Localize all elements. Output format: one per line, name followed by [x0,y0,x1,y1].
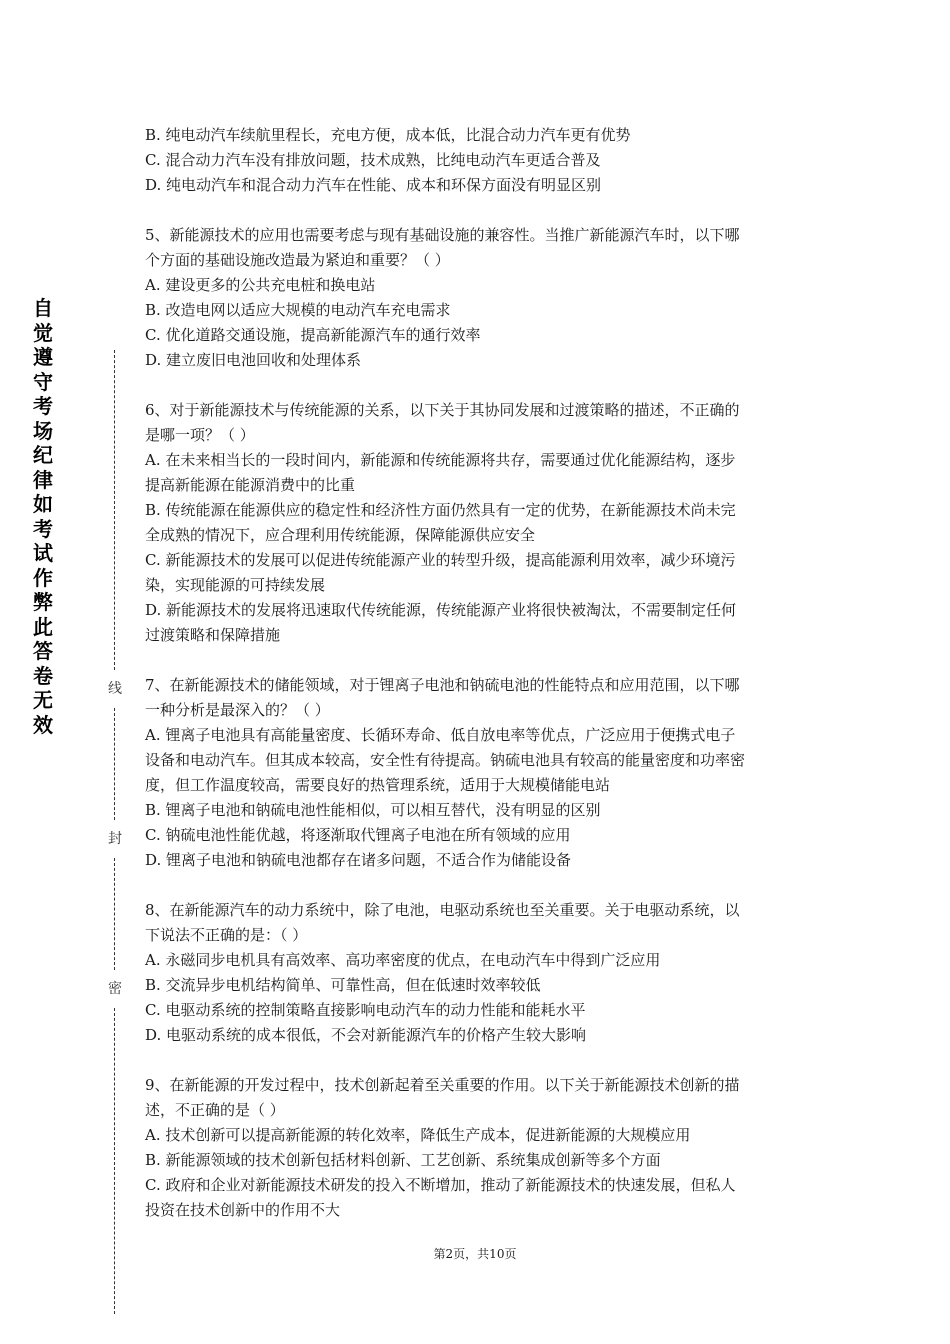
text-line: D. 锂离子电池和钠硫电池都存在诸多问题，不适合作为储能设备 [145,851,572,869]
text-line: 投资在技术创新中的作用不大 [145,1201,341,1219]
cut-label-mi: 密 [104,980,126,998]
text-line: 全成熟的情况下，应合理利用传统能源，保障能源供应安全 [145,526,536,544]
cut-line-segment [114,858,115,970]
text-line: B. 锂离子电池和钠硫电池性能相似，可以相互替代，没有明显的区别 [145,801,601,819]
text-line: 一种分析是最深入的？（ ） [145,701,330,719]
notice-char: 考 [33,394,53,418]
cut-line-segment [114,1008,115,1314]
blank-line [145,873,813,898]
notice-char: 考 [33,516,53,541]
text-line: B. 纯电动汽车续航里程长，充电方便，成本低，比混合动力汽车更有优势 [145,126,631,144]
text-line: C. 优化道路交通设施，提高新能源汽车的通行效率 [145,326,481,344]
cut-line-segment [114,708,115,820]
blank-line [145,198,813,223]
notice-char: 如 [33,492,53,516]
notice-char: 答 [33,639,53,663]
notice-char: 效 [33,712,53,737]
text-line: 6、对于新能源技术与传统能源的关系，以下关于其协同发展和过渡策略的描述，不正确的 [145,401,740,419]
text-line: D. 新能源技术的发展将迅速取代传统能源，传统能源产业将很快被淘汰，不需要制定任何 [145,601,737,619]
text-line: A. 锂离子电池具有高能量密度、长循环寿命、低自放电率等优点，广泛应用于便携式电子 [145,726,736,744]
notice-char: 自 [33,296,53,320]
notice-char: 律 [33,467,53,492]
notice-char: 守 [33,369,53,394]
text-line: D. 纯电动汽车和混合动力汽车在性能、成本和环保方面没有明显区别 [145,176,602,194]
text-line: 设备和电动汽车。但其成本较高，安全性有待提高。钠硫电池具有较高的能量密度和功率密 [145,751,746,769]
text-line: C. 新能源技术的发展可以促进传统能源产业的转型升级，提高能源利用效率，减少环境污 [145,551,736,569]
text-line: 染，实现能源的可持续发展 [145,576,326,594]
text-line: D. 建立废旧电池回收和处理体系 [145,351,362,369]
cut-line-segment [114,350,115,670]
notice-char: 弊 [33,590,53,614]
text-line: C. 政府和企业对新能源技术研发的投入不断增加，推动了新能源技术的快速发展，但私人 [145,1176,736,1194]
text-line: 下说法不正确的是：（ ） [145,926,308,944]
notice-char: 作 [33,565,53,590]
notice-char: 此 [33,614,53,639]
text-line: C. 混合动力汽车没有排放问题，技术成熟，比纯电动汽车更适合普及 [145,151,601,169]
text-line: C. 钠硫电池性能优越，将逐渐取代锂离子电池在所有领域的应用 [145,826,571,844]
notice-char: 觉 [33,320,53,345]
text-line: A. 建设更多的公共充电桩和换电站 [145,276,376,294]
blank-line [145,373,813,398]
exam-discipline-notice [30,296,56,737]
notice-char: 试 [33,541,53,565]
text-line: 5、新能源技术的应用也需要考虑与现有基础设施的兼容性。当推广新能源汽车时，以下哪 [145,226,740,244]
text-line: 个方面的基础设施改造最为紧迫和重要？（ ） [145,251,450,269]
text-line: D. 电驱动系统的成本很低，不会对新能源汽车的价格产生较大影响 [145,1026,587,1044]
cut-label-xian: 线 [104,680,126,698]
notice-char: 纪 [33,443,53,467]
text-line: 是哪一项？（ ） [145,426,255,444]
text-line: B. 传统能源在能源供应的稳定性和经济性方面仍然具有一定的优势，在新能源技术尚未完 [145,501,736,519]
text-line: B. 新能源领域的技术创新包括材料创新、工艺创新、系统集成创新等多个方面 [145,1151,661,1169]
text-line: 7、在新能源技术的储能领域，对于锂离子电池和钠硫电池的性能特点和应用范围，以下哪 [145,676,740,694]
text-line: 提高新能源在能源消费中的比重 [145,476,356,494]
page-number: 第2页，共10页 [433,1247,517,1261]
notice-char: 遵 [33,345,53,369]
question-content [145,123,813,1223]
blank-line [145,648,813,673]
text-line: A. 技术创新可以提高新能源的转化效率，降低生产成本，促进新能源的大规模应用 [145,1126,691,1144]
text-line: A. 在未来相当长的一段时间内，新能源和传统能源将共存，需要通过优化能源结构，逐步 [145,451,736,469]
text-line: 过渡策略和保障措施 [145,626,281,644]
notice-char: 卷 [33,663,53,688]
text-line: C. 电驱动系统的控制策略直接影响电动汽车的动力性能和能耗水平 [145,1001,586,1019]
notice-char: 场 [33,418,53,443]
blank-line [145,1048,813,1073]
notice-char: 无 [33,688,53,712]
text-line: B. 改造电网以适应大规模的电动汽车充电需求 [145,301,451,319]
text-line: 9、在新能源的开发过程中，技术创新起着至关重要的作用。以下关于新能源技术创新的描 [145,1076,740,1094]
text-line: A. 永磁同步电机具有高效率、高功率密度的优点，在电动汽车中得到广泛应用 [145,951,661,969]
text-line: 度，但工作温度较高，需要良好的热管理系统，适用于大规模储能电站 [145,776,611,794]
text-line: B. 交流异步电机结构简单、可靠性高，但在低速时效率较低 [145,976,541,994]
text-line: 述，不正确的是（ ） [145,1101,285,1119]
cut-label-feng: 封 [104,830,126,848]
text-line: 8、在新能源汽车的动力系统中，除了电池，电驱动系统也至关重要。关于电驱动系统，以 [145,901,740,919]
